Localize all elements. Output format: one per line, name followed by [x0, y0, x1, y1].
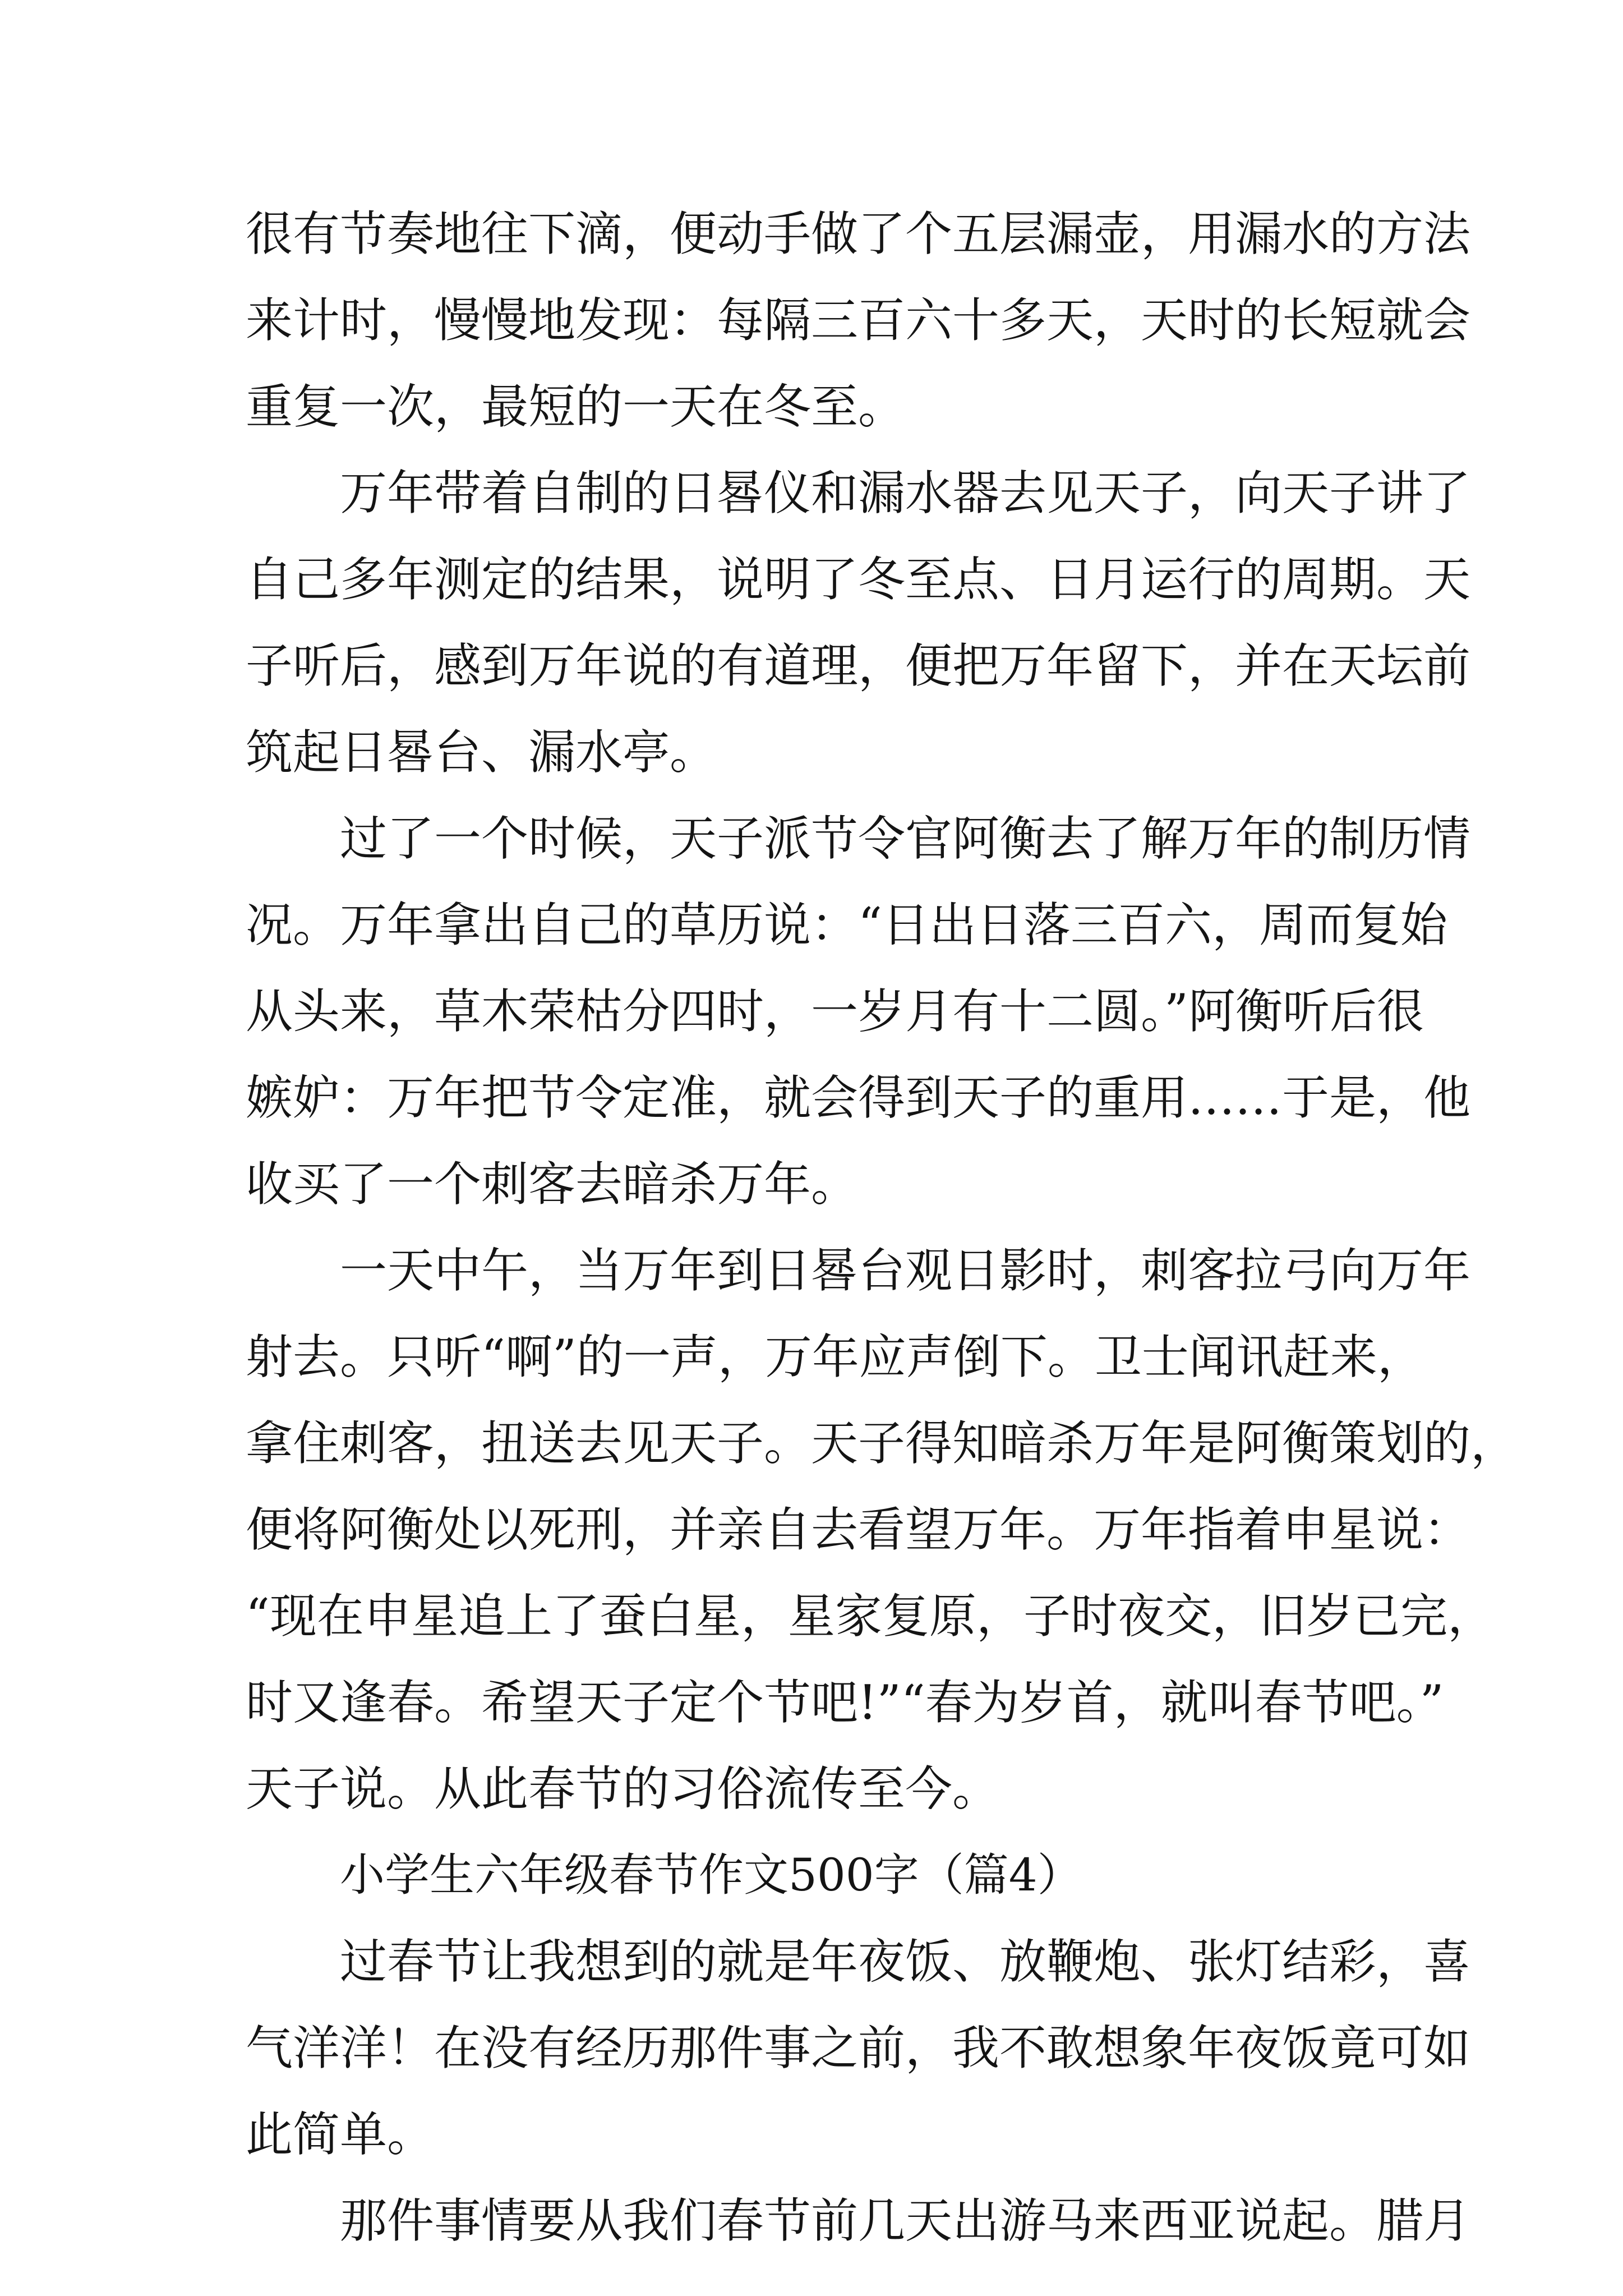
text-line: 气洋洋！在没有经历那件事之前，我不敢想象年夜饭竟可如 [246, 2021, 1471, 2076]
text-line: 很有节奏地往下滴，便动手做了个五层漏壶，用漏水的方法 [246, 206, 1471, 261]
text-line: 况。万年拿出自己的草历说：“日出日落三百六，周而复始 [246, 898, 1447, 953]
text-line: 收买了一个刺客去暗杀万年。 [246, 1157, 859, 1212]
text-line: 子听后，感到万年说的有道理，便把万年留下，并在天坛前 [246, 638, 1471, 693]
text-line: 嫉妒：万年把节令定准，就会得到天子的重用……于是，他 [246, 1070, 1471, 1125]
text-line: 筑起日晷台、漏水亭。 [246, 725, 717, 780]
paragraph-first-line: 过了一个时候，天子派节令官阿衡去了解万年的制历情 [340, 811, 1471, 866]
text-line: 时又逢春。希望天子定个节吧!”“春为岁首，就叫春节吧。” [246, 1675, 1444, 1730]
text-line: 便将阿衡处以死刑，并亲自去看望万年。万年指着申星说： [246, 1502, 1471, 1557]
text-line: 来计时，慢慢地发现：每隔三百六十多天，天时的长短就会 [246, 293, 1471, 348]
section-heading: 小学生六年级春节作文500字（篇4） [340, 1849, 1082, 1901]
text-line: 此简单。 [246, 2107, 435, 2162]
paragraph-first-line: 过春节让我想到的就是年夜饭、放鞭炮、张灯结彩，喜 [340, 1934, 1471, 1989]
text-line: 天子说。从此春节的习俗流传至今。 [246, 1761, 1000, 1816]
text-line: 从头来，草木荣枯分四时，一岁月有十二圆。”阿衡听后很 [246, 984, 1424, 1039]
text-line: 射去。只听“啊”的一声，万年应声倒下。卫士闻讯赶来， [246, 1329, 1424, 1384]
text-line: 自己多年测定的结果，说明了冬至点、日月运行的周期。天 [246, 552, 1471, 607]
text-line: “现在申星追上了蚕白星，星家复原，子时夜交，旧岁已完， [246, 1589, 1495, 1644]
paragraph-first-line: 一天中午，当万年到日晷台观日影时，刺客拉弓向万年 [340, 1243, 1471, 1298]
text-line: 拿住刺客，扭送去见天子。天子得知暗杀万年是阿衡策划的， [246, 1416, 1518, 1471]
paragraph-first-line: 万年带着自制的日晷仪和漏水器去见天子，向天子讲了 [340, 466, 1471, 521]
paragraph-first-line: 那件事情要从我们春节前几天出游马来西亚说起。腊月 [340, 2193, 1471, 2248]
article-body [246, 191, 1518, 2264]
text-line: 重复一次，最短的一天在冬至。 [246, 379, 906, 434]
